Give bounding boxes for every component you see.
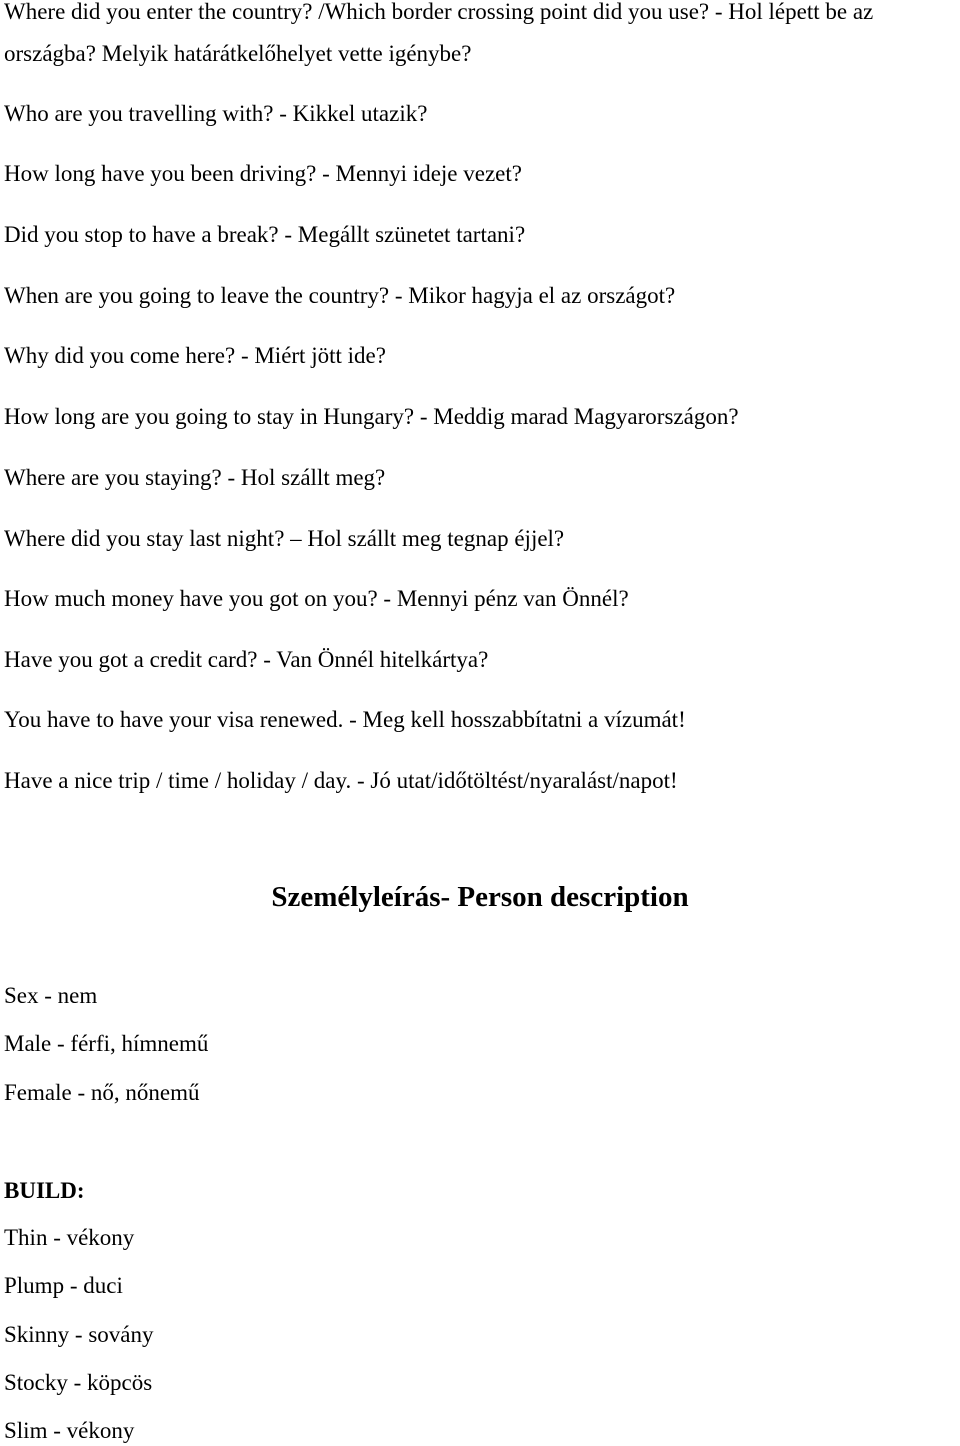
phrase-line: You have to have your visa renewed. - Meg kell hosszabbítatni a vízumát! bbox=[4, 707, 686, 732]
phrase-line: How long have you been driving? - Mennyi ideje vezet? bbox=[4, 161, 522, 186]
phrase-line: How much money have you got on you? - Mennyi pénz van Önnél? bbox=[4, 586, 629, 611]
sex-term: Female - nő, nőnemű bbox=[4, 1080, 200, 1105]
build-term: Thin - vékony bbox=[4, 1225, 135, 1250]
phrase-line: Where are you staying? - Hol szállt meg? bbox=[4, 465, 386, 490]
phrase-line: Why did you come here? - Miért jött ide? bbox=[4, 343, 386, 368]
phrase-line: országba? Melyik határátkelőhelyet vette igénybe? bbox=[4, 41, 472, 66]
phrase-line: Have you got a credit card? - Van Önnél hitelkártya? bbox=[4, 647, 489, 672]
sex-term: Male - férfi, hímnemű bbox=[4, 1031, 209, 1056]
build-term: Plump - duci bbox=[4, 1273, 123, 1298]
phrase-line: Have a nice trip / time / holiday / day. - Jó utat/időtöltést/nyaralást/napot! bbox=[4, 768, 678, 793]
phrase-line: When are you going to leave the country? - Mikor hagyja el az országot? bbox=[4, 283, 676, 308]
phrase-line: Where did you stay last night? – Hol szállt meg tegnap éjjel? bbox=[4, 526, 565, 551]
phrase-line: How long are you going to stay in Hungary? - Meddig marad Magyarországon? bbox=[4, 404, 739, 429]
build-term: Skinny - sovány bbox=[4, 1322, 154, 1347]
phrase-line: Who are you travelling with? - Kikkel utazik? bbox=[4, 101, 428, 126]
sex-term: Sex - nem bbox=[4, 983, 98, 1008]
phrase-line: Where did you enter the country? /Which border crossing point did you use? - Hol lépett be az bbox=[4, 0, 874, 24]
phrase-line: Did you stop to have a break? - Megállt szünetet tartani? bbox=[4, 222, 526, 247]
build-label: BUILD: bbox=[4, 1178, 85, 1203]
build-term: Slim - vékony bbox=[4, 1418, 135, 1443]
build-term: Stocky - köpcös bbox=[4, 1370, 153, 1395]
section-title: Személyleírás- Person description bbox=[271, 881, 689, 913]
